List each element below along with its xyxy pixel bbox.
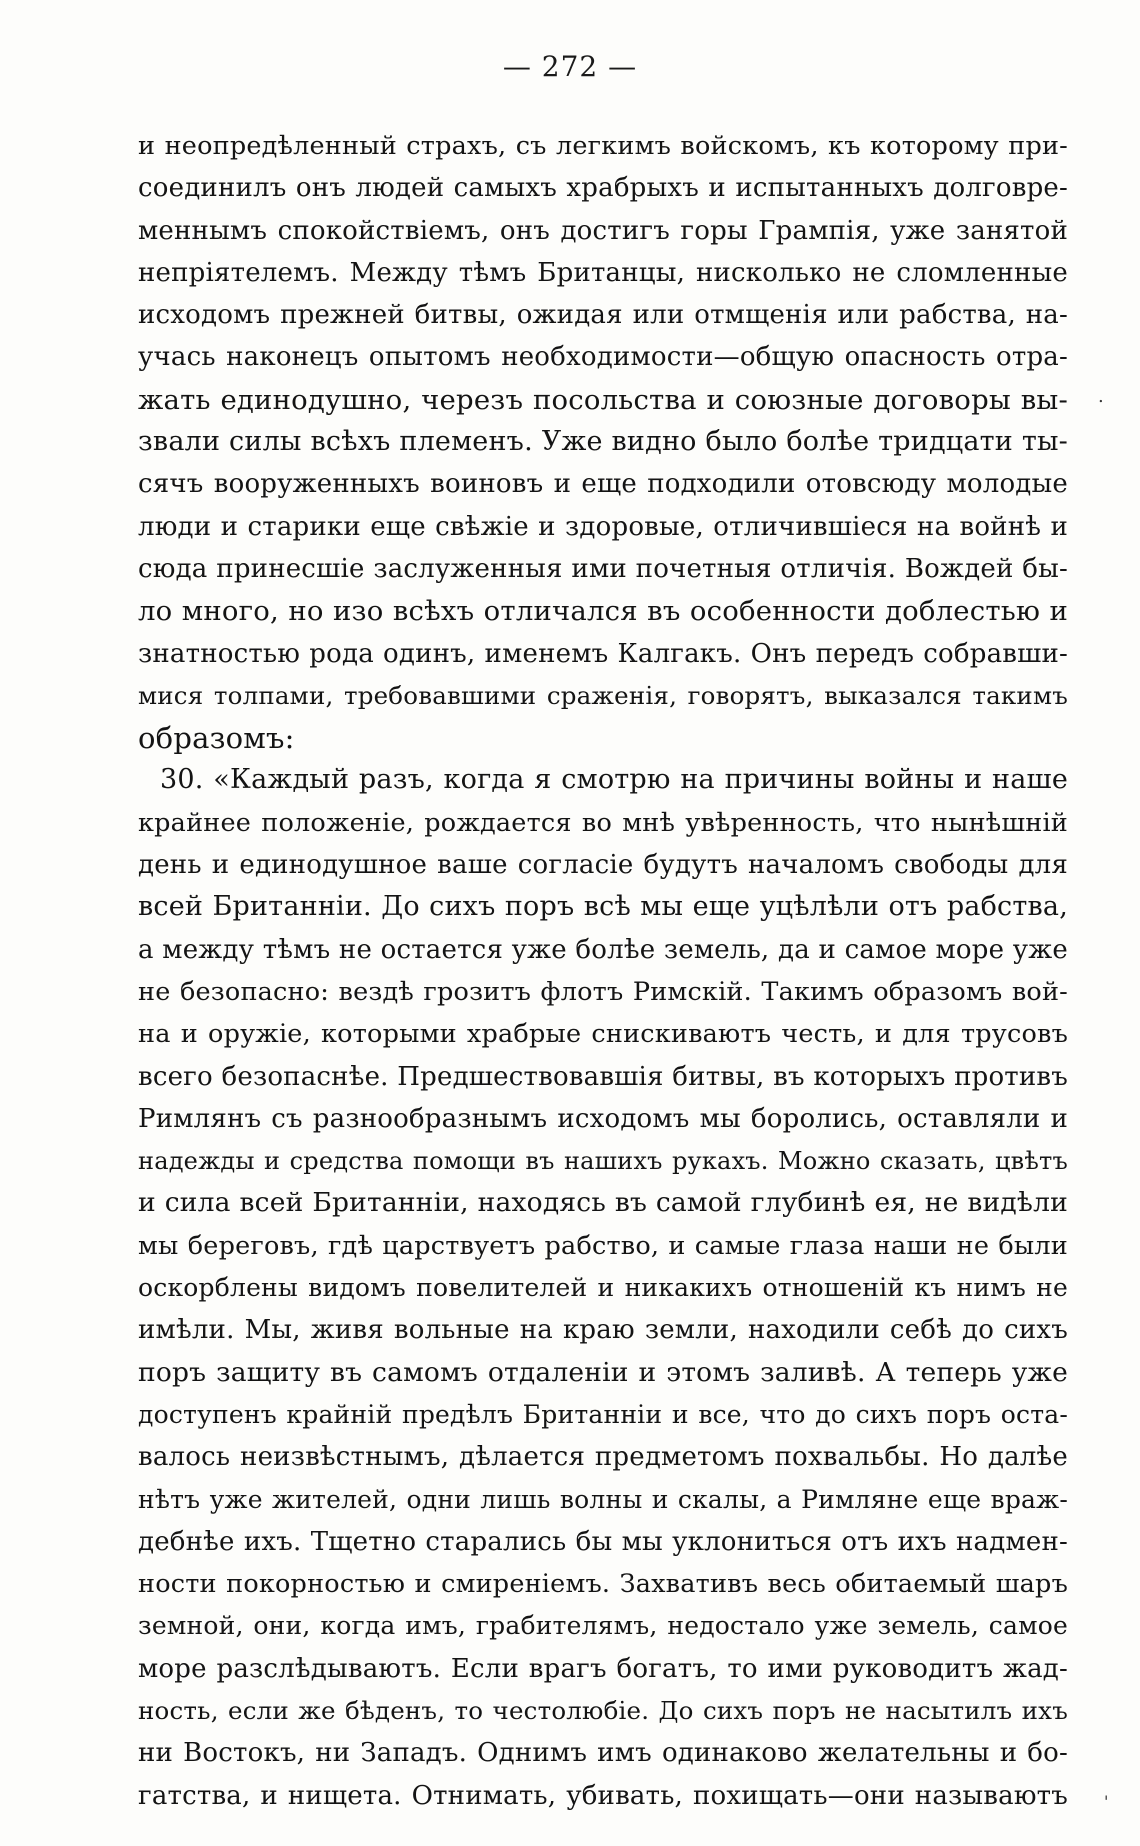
body-text xyxy=(138,125,1068,1817)
text-line: не безопасно: вездѣ грозитъ флотъ Римскій. Такимъ образомъ вой- xyxy=(138,976,1068,1007)
text-line: жать единодушно, черезъ посольства и союзные договоры вы- xyxy=(138,383,1068,416)
text-line: меннымъ спокойствіемъ, онъ достигъ горы Грампія, уже занятой xyxy=(138,215,1068,246)
page-number: — 272 — xyxy=(502,50,638,83)
text-line: дебнѣе ихъ. Тщетно старались бы мы уклониться отъ ихъ надмен- xyxy=(138,1526,1068,1557)
text-line: звали силы всѣхъ племенъ. Уже видно было болѣе тридцати ты- xyxy=(138,426,1068,458)
text-line: и сила всей Британніи, находясь въ самой глубинѣ ея, не видѣли xyxy=(138,1187,1068,1219)
text-line: исходомъ прежней битвы, ожидая или отмщенія или рабства, на- xyxy=(138,300,1068,331)
text-line: образомъ: xyxy=(138,721,295,756)
text-line: надежды и средства помощи въ нашихъ рукахъ. Можно сказать, цвѣтъ xyxy=(138,1147,1068,1176)
text-line: на и оружіе, которыми храбрые снискиваютъ честь, и для трусовъ xyxy=(138,1019,1068,1050)
text-line: всей Британніи. До сихъ поръ всѣ мы еще уцѣлѣли отъ рабства, xyxy=(138,891,1068,923)
text-line: ность, если же бѣденъ, то честолюбіе. До сихъ поръ не насытилъ ихъ xyxy=(138,1695,1068,1725)
text-line: день и единодушное ваше согласіе будутъ началомъ свободы для xyxy=(138,850,1068,881)
text-line: ни Востокъ, ни Западъ. Однимъ имъ одинаково желательны и бо- xyxy=(138,1738,1068,1769)
text-line: люди и старики еще свѣжіе и здоровые, отличившіеся на войнѣ и xyxy=(138,511,1068,542)
text-line: Римлянъ съ разнообразнымъ исходомъ мы боролись, оставляли и xyxy=(138,1103,1068,1134)
text-line: соединилъ онъ людей самыхъ храбрыхъ и испытанныхъ долговре- xyxy=(138,173,1068,204)
text-line: море разслѣдываютъ. Если врагъ богатъ, то ими руководитъ жад- xyxy=(138,1653,1068,1684)
text-line: гатства, и нищета. Отнимать, убивать, похищать—они называютъ xyxy=(138,1780,1068,1811)
text-line: ло много, но изо всѣхъ отличался въ особенности доблестью и xyxy=(138,595,1068,628)
text-line: и неопредѣленный страхъ, съ легкимъ войскомъ, къ которому при- xyxy=(138,131,1068,161)
text-line: доступенъ крайній предѣлъ Британніи и все, что до сихъ поръ оста- xyxy=(138,1399,1068,1429)
text-line: непріятелемъ. Между тѣмъ Британцы, нисколько не сломленные xyxy=(138,257,1068,288)
text-line: имѣли. Мы, живя вольные на краю земли, находили себѣ до сихъ xyxy=(138,1315,1068,1346)
text-line: знатностью рода одинъ, именемъ Калгакъ. Онъ передъ собравши- xyxy=(138,638,1068,669)
text-line: крайнее положеніе, рождается во мнѣ увѣренность, что нынѣшній xyxy=(138,807,1068,838)
text-line: оскорблены видомъ повелителей и никакихъ отношеній къ нимъ не xyxy=(138,1273,1068,1303)
text-line: сюда принесшіе заслуженныя ими почетныя отличія. Вождей бы- xyxy=(138,553,1068,584)
text-line: земной, они, когда имъ, грабителямъ, недостало уже земель, самое xyxy=(138,1611,1068,1641)
text-line: поръ защиту въ самомъ отдаленіи и этомъ заливѣ. А теперь уже xyxy=(138,1356,1068,1388)
print-speck: . xyxy=(1098,386,1104,407)
text-line: всего безопаснѣе. Предшествовавшія битвы, въ которыхъ противъ xyxy=(138,1061,1068,1092)
text-line: валось неизвѣстнымъ, дѣлается предметомъ похвальбы. Но далѣе xyxy=(138,1442,1068,1473)
print-speck: ' xyxy=(1104,1792,1109,1811)
text-line: учась наконецъ опытомъ необходимости—общую опасность отра- xyxy=(138,342,1068,373)
text-line: нѣтъ уже жителей, одни лишь волны и скалы, а Римляне еще враж- xyxy=(138,1484,1068,1514)
text-line: ности покорностью и смиреніемъ. Захвативъ весь обитаемый шаръ xyxy=(138,1569,1068,1600)
text-line: сячъ вооруженныхъ воиновъ и еще подходили отовсюду молодые xyxy=(138,469,1068,500)
text-line: мы береговъ, гдѣ царствуетъ рабство, и самые глаза наши не были xyxy=(138,1230,1068,1261)
text-line: мися толпами, требовавшими сраженія, говорятъ, выказался такимъ xyxy=(138,680,1068,710)
text-line: а между тѣмъ не остается уже болѣе земель, да и самое море уже xyxy=(138,934,1068,965)
text-line: 30. «Каждый разъ, когда я смотрю на причины войны и наше xyxy=(160,764,1068,796)
